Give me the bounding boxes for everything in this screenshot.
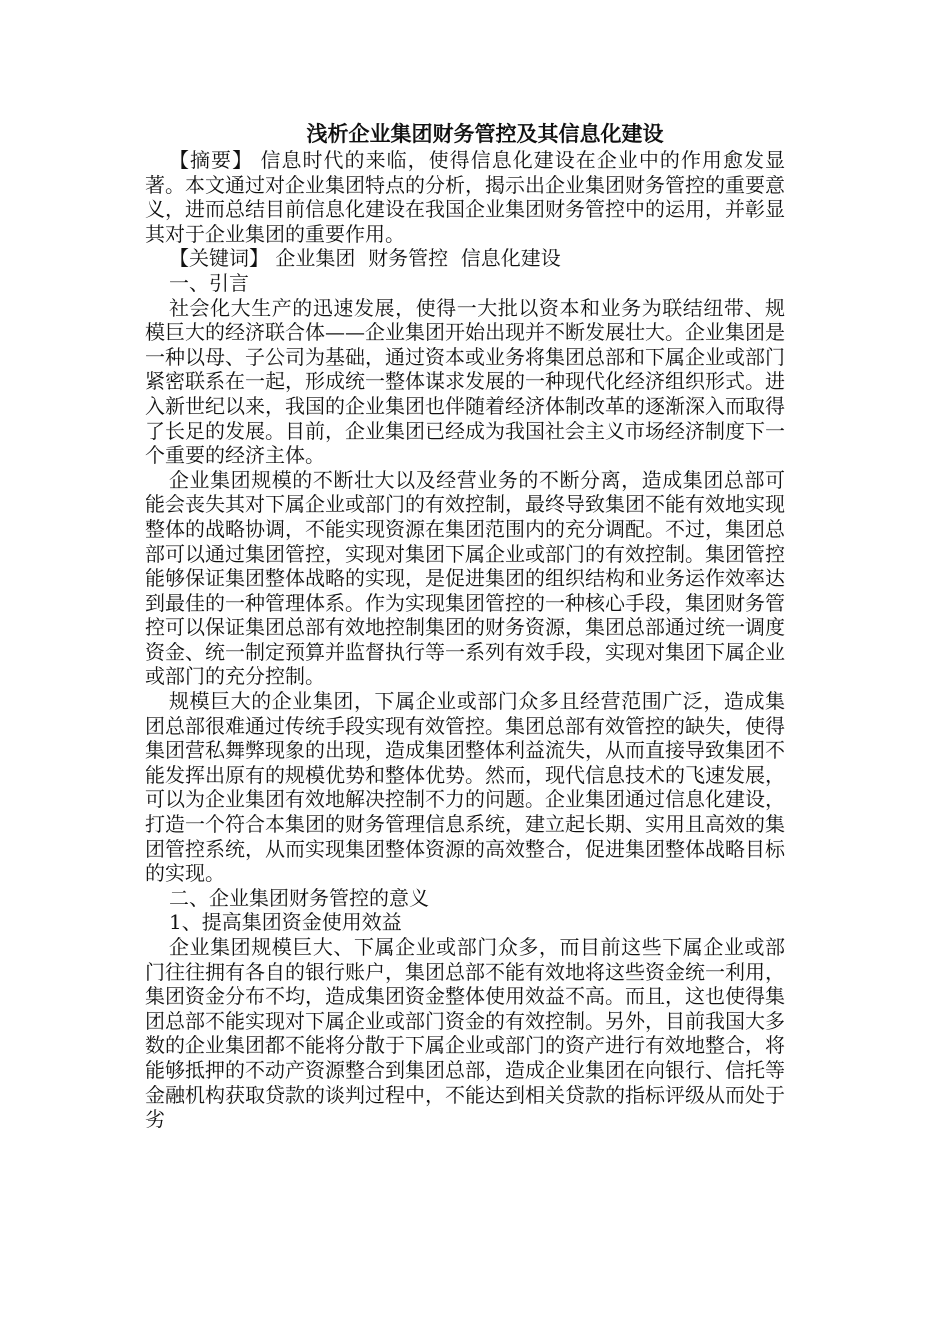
abstract-paragraph: 【摘要】 信息时代的来临，使得信息化建设在企业中的作用愈发显著。本文通过对企业集团特点的分析，揭示出企业集团财务管控的重要意义，进而总结目前信息化建设在我国企业集团财务管控中的运用，并彰显其对于企业集团的重要作用。 [145,148,785,246]
body-paragraph: 企业集团规模的不断壮大以及经营业务的不断分离，造成集团总部可能会丧失其对下属企业或部门的有效控制，最终导致集团不能有效地实现整体的战略协调，不能实现资源在集团范围内的充分调配。不过，集团总部可以通过集团管控，实现对集团下属企业或部门的有效控制。集团管控能够保证集团整体战略的实现，是促进集团的组织结构和业务运作效率达到最佳的一种管理体系。作为实现集团管控的一种核心手段，集团财务管控可以保证集团总部有效地控制集团的财务资源，集团总部通过统一调度资金、统一制定预算并监督执行等一系列有效手段，实现对集团下属企业或部门的充分控制。 [145,467,785,689]
document-body [145,120,785,1132]
keywords-line: 【关键词】 企业集团 财务管控 信息化建设 [169,246,561,271]
subsection-heading-fund-efficiency: 1、提高集团资金使用效益 [169,910,402,935]
body-paragraph: 规模巨大的企业集团，下属企业或部门众多且经营范围广泛，造成集团总部很难通过传统手段实现有效管控。集团总部有效管控的缺失，使得集团营私舞弊现象的出现，造成集团整体利益流失，从而直接导致集团不能发挥出原有的规模优势和整体优势。然而，现代信息技术的飞速发展，可以为企业集团有效地解决控制不力的问题。企业集团通过信息化建设，打造一个符合本集团的财务管理信息系统，建立起长期、实用且高效的集团管控系统，从而实现集团整体资源的高效整合，促进集团整体战略目标的实现。 [145,689,785,886]
body-paragraph: 企业集团规模巨大、下属企业或部门众多，而目前这些下属企业或部门往往拥有各自的银行账户，集团总部不能有效地将这些资金统一利用，集团资金分布不均，造成集团资金整体使用效益不高。而且，这也使得集团总部不能实现对下属企业或部门资金的有效控制。另外，目前我国大多数的企业集团都不能将分散于下属企业或部门的资产进行有效地整合，将能够抵押的不动产资源整合到集团总部，造成企业集团在向银行、信托等金融机构获取贷款的谈判过程中，不能达到相关贷款的指标评级从而处于劣 [145,935,785,1132]
document-title: 浅析企业集团财务管控及其信息化建设 [306,121,664,146]
body-paragraph: 社会化大生产的迅速发展，使得一大批以资本和业务为联结纽带、规模巨大的经济联合体——企业集团开始出现并不断发展壮大。企业集团是一种以母、子公司为基础，通过资本或业务将集团总部和下属企业或部门紧密联系在一起，形成统一整体谋求发展的一种现代化经济组织形式。进入新世纪以来，我国的企业集团也伴随着经济体制改革的逐渐深入而取得了长足的发展。目前，企业集团已经成为我国社会主义市场经济制度下一个重要的经济主体。 [145,295,785,468]
section-heading-significance: 二、企业集团财务管控的意义 [169,885,429,910]
section-heading-introduction: 一、引言 [169,270,249,295]
